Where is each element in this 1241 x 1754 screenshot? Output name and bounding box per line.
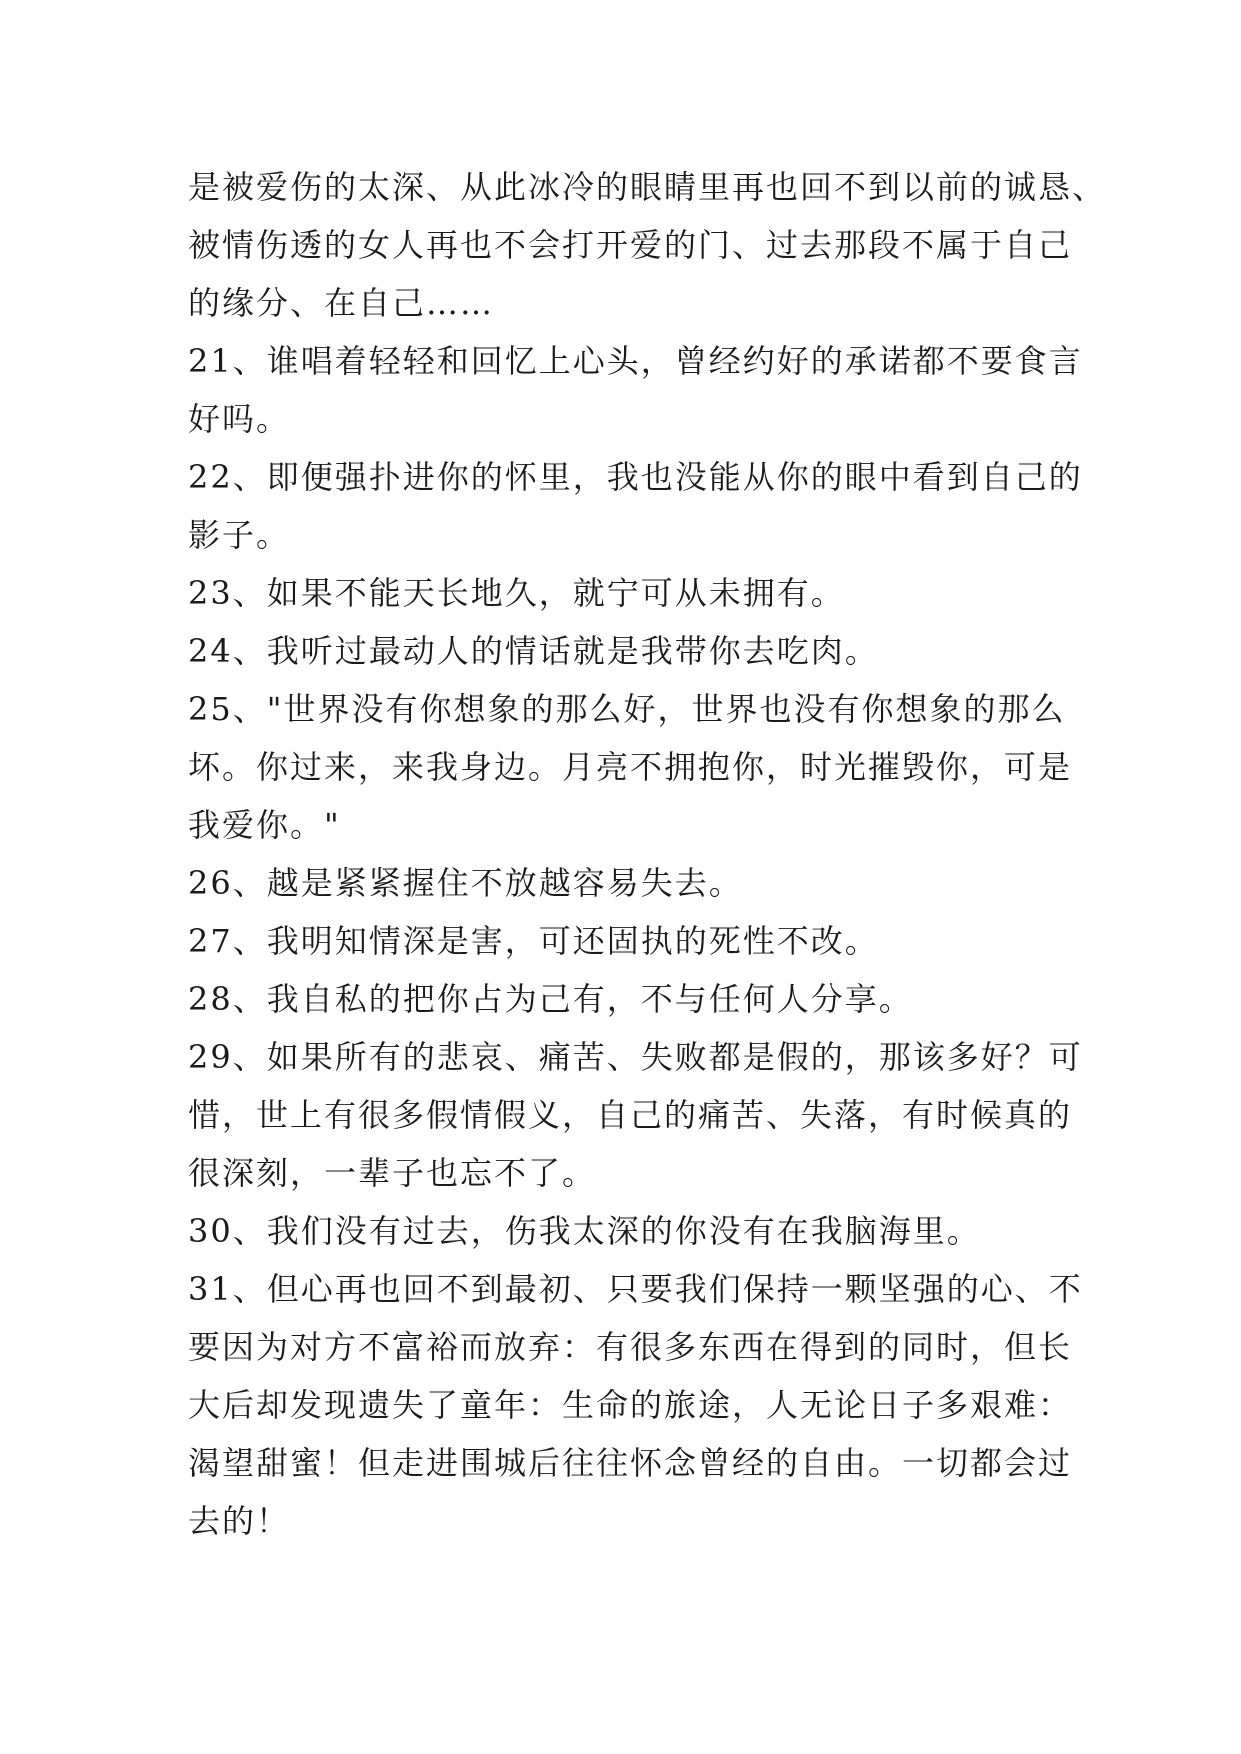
text-line: 惜，世上有很多假情假义，自己的痛苦、失落，有时候真的 [188, 1096, 1073, 1134]
text-line: 渴望甜蜜！但走进围城后往往怀念曾经的自由。一切都会过 [188, 1444, 1073, 1482]
text-line: 大后却发现遗失了童年：生命的旅途，人无论日子多艰难： [188, 1386, 1073, 1424]
document-body [188, 158, 1107, 1550]
text-line: 要因为对方不富裕而放弃：有很多东西在得到的同时，但长 [188, 1328, 1073, 1366]
text-line: 的缘分、在自己…… [188, 284, 495, 322]
text-line: 23、如果不能天长地久，就宁可从未拥有。 [188, 574, 845, 612]
text-line: 22、即便强扑进你的怀里，我也没能从你的眼中看到自己的 [188, 458, 1083, 496]
text-line: 29、如果所有的悲哀、痛苦、失败都是假的，那该多好？可 [188, 1038, 1083, 1076]
text-line: 26、越是紧紧握住不放越容易失去。 [188, 864, 743, 902]
text-line: 好吗。 [188, 400, 291, 438]
text-line: 25、"世界没有你想象的那么好，世界也没有你想象的那么 [188, 690, 1066, 728]
text-line: 21、谁唱着轻轻和回忆上心头，曾经约好的承诺都不要食言 [188, 342, 1083, 380]
text-line: 28、我自私的把你占为己有，不与任何人分享。 [188, 980, 913, 1018]
text-line: 被情伤透的女人再也不会打开爱的门、过去那段不属于自己 [188, 226, 1073, 264]
text-line: 是被爱伤的太深、从此冰冷的眼睛里再也回不到以前的诚恳、 [188, 168, 1107, 206]
text-line: 24、我听过最动人的情话就是我带你去吃肉。 [188, 632, 879, 670]
text-line: 27、我明知情深是害，可还固执的死性不改。 [188, 922, 879, 960]
text-line: 影子。 [188, 516, 291, 554]
text-line: 很深刻，一辈子也忘不了。 [188, 1154, 597, 1192]
text-line: 31、但心再也回不到最初、只要我们保持一颗坚强的心、不 [188, 1270, 1083, 1308]
text-line: 坏。你过来，来我身边。月亮不拥抱你，时光摧毁你，可是 [188, 748, 1073, 786]
text-line: 去的！ [188, 1502, 291, 1540]
text-line: 我爱你。" [188, 806, 341, 844]
text-line: 30、我们没有过去，伤我太深的你没有在我脑海里。 [188, 1212, 981, 1250]
